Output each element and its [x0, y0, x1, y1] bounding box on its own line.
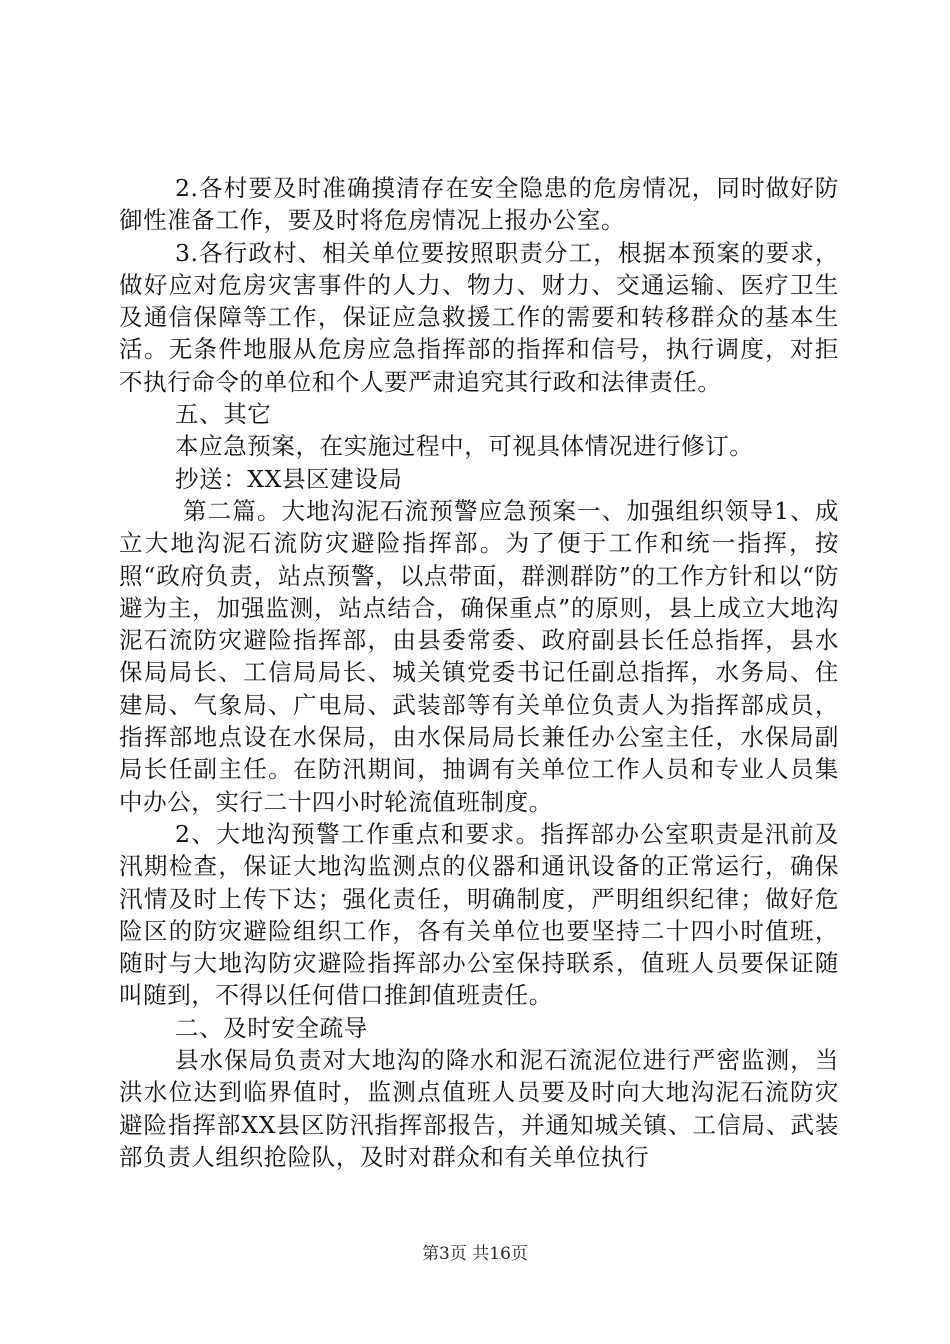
paragraph-monitoring: 县水保局负责对大地沟的降水和泥石流泥位进行严密监测，当洪水位达到临界值时，监测点值班人员要及时向大地沟泥石流防灾避险指挥部XX县区防汛指挥部报告，并通知城关镇、工信局、武装部负责人组织抢险队，及时对群众和有关单位执行 [119, 1046, 839, 1171]
section-heading-evacuation: 二、及时安全疏导 [175, 1013, 368, 1042]
section-heading-other: 五、其它 [175, 400, 272, 429]
paragraph-item-2: 2.各村要及时准确摸清存在安全隐患的危房情况，同时做好防御性准备工作，要及时将危房情况上报办公室。 [119, 174, 839, 235]
page-number-footer: 第3页 共16页 [422, 1244, 528, 1264]
paragraph-revision-note: 本应急预案，在实施过程中，可视具体情况进行修订。 [175, 432, 754, 461]
document-body [119, 172, 839, 1173]
paragraph-cc: 抄送：XX县区建设局 [175, 464, 403, 493]
paragraph-part-two-intro: 第二篇。大地沟泥石流预警应急预案一、加强组织领导1、成立大地沟泥石流防灾避险指挥部。为了便于工作和统一指挥，按照“政府负责，站点预警，以点带面，群测群防”的工作方针和以“防避为主，加强监测，站点结合，确保重点”的原则，县上成立大地沟泥石流防灾避险指挥部，由县委常委、政府副县长任总指挥，县水保局局长、工信局局长、城关镇党委书记任副总指挥，水务局、住建局、气象局、广电局、武装部等有关单位负责人为指挥部成员，指挥部地点设在水保局，由水保局局长兼任办公室主任，水保局副局长任副主任。在防汛期间，抽调有关单位工作人员和专业人员集中办公，实行二十四小时轮流值班制度。 [119, 496, 839, 816]
paragraph-item-3: 3.各行政村、相关单位要按照职责分工，根据本预案的要求，做好应对危房灾害事件的人力、物力、财力、交通运输、医疗卫生及通信保障等工作，保证应急救援工作的需要和转移群众的基本生活。无条件地服从危房应急指挥部的指挥和信号，执行调度，对拒不执行命令的单位和个人要严肃追究其行政和法律责任。 [119, 238, 839, 396]
paragraph-warning-key-points: 2、大地沟预警工作重点和要求。指挥部办公室职责是汛前及汛期检查，保证大地沟监测点的仪器和通讯设备的正常运行，确保汛情及时上传下达；强化责任，明确制度，严明组织纪律；做好危险区的防灾避险组织工作，各有关单位也要坚持二十四小时值班，随时与大地沟防灾避险指挥部办公室保持联系，值班人员要保证随叫随到，不得以任何借口推卸值班责任。 [119, 819, 839, 1010]
